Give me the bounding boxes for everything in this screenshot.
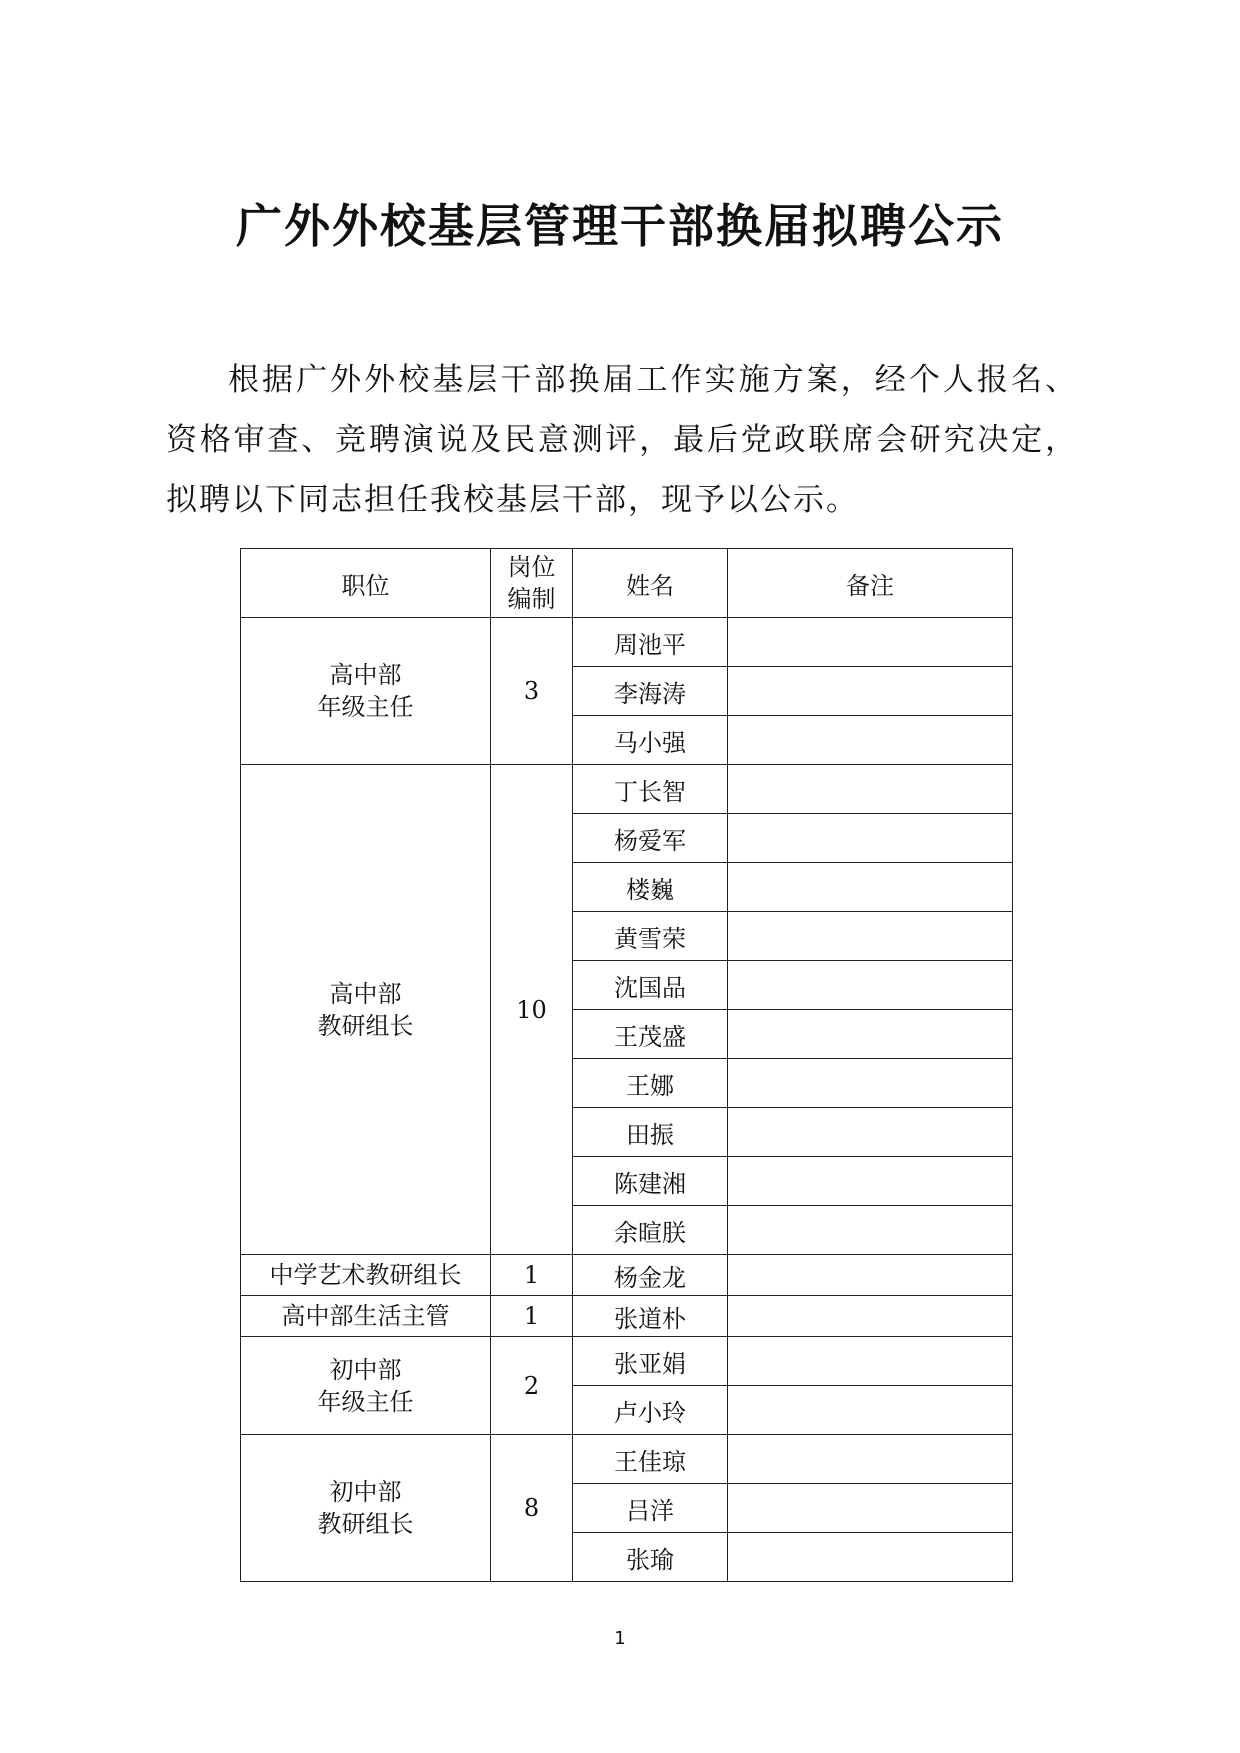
table-header-row: [241, 549, 1013, 618]
note-cell: [728, 1255, 1013, 1296]
header-position: 职位: [241, 549, 491, 618]
note-cell: [728, 1010, 1013, 1059]
name-cell: 卢小玲: [573, 1386, 728, 1435]
position-line1: 高中部生活主管: [281, 1302, 450, 1330]
name-cell: 陈建湘: [573, 1157, 728, 1206]
page-number: 1: [614, 1628, 626, 1649]
header-quota: [491, 549, 573, 618]
note-cell: [728, 765, 1013, 814]
name-cell: 楼巍: [573, 863, 728, 912]
name-cell: 张亚娟: [573, 1337, 728, 1386]
appointment-table: [240, 548, 1013, 1582]
note-cell: [728, 912, 1013, 961]
quota-cell: 1: [491, 1296, 573, 1337]
note-cell: [728, 1484, 1013, 1533]
table-row: [241, 1435, 1013, 1484]
note-cell: [728, 1108, 1013, 1157]
name-cell: 田振: [573, 1108, 728, 1157]
table-row: [241, 1296, 1013, 1337]
position-cell: [241, 1296, 491, 1337]
quota-cell: 8: [491, 1435, 573, 1582]
note-cell: [728, 618, 1013, 667]
position-line1: 初中部: [329, 1478, 402, 1506]
header-name: 姓名: [573, 549, 728, 618]
header-quota-line1: 岗位: [507, 553, 556, 581]
name-cell: 王茂盛: [573, 1010, 728, 1059]
note-cell: [728, 1533, 1013, 1582]
note-cell: [728, 961, 1013, 1010]
position-line1: 中学艺术教研组长: [269, 1261, 462, 1289]
note-cell: [728, 1157, 1013, 1206]
table-body: [241, 618, 1013, 1582]
name-cell: 杨爱军: [573, 814, 728, 863]
intro-paragraph: 根据广外外校基层干部换届工作实施方案，经个人报名、资格审查、竞聘演说及民意测评，最后党政联席会研究决定，拟聘以下同志担任我校基层干部，现予以公示。: [166, 362, 1078, 518]
quota-cell: 1: [491, 1255, 573, 1296]
name-cell: 王娜: [573, 1059, 728, 1108]
note-cell: [728, 1337, 1013, 1386]
position-line2: 年级主任: [317, 1387, 414, 1416]
quota-cell: 10: [491, 765, 573, 1255]
note-cell: [728, 1059, 1013, 1108]
table-row: [241, 1337, 1013, 1386]
position-cell: [241, 1337, 491, 1435]
position-line2: 教研组长: [317, 1510, 414, 1538]
note-cell: [728, 667, 1013, 716]
position-line2: 教研组长: [317, 1011, 414, 1040]
position-line1: 初中部: [329, 1355, 402, 1384]
note-cell: [728, 1206, 1013, 1255]
name-cell: 周池平: [573, 618, 728, 667]
note-cell: [728, 716, 1013, 765]
name-cell: 余暄朕: [573, 1206, 728, 1255]
position-line2: 年级主任: [317, 693, 414, 721]
document-title: 广外外校基层管理干部换届拟聘公示: [236, 199, 1004, 253]
header-note: 备注: [728, 549, 1013, 618]
name-cell: 沈国品: [573, 961, 728, 1010]
header-quota-line2: 编制: [507, 585, 556, 613]
name-cell: 杨金龙: [573, 1255, 728, 1296]
position-cell: [241, 765, 491, 1255]
note-cell: [728, 1435, 1013, 1484]
name-cell: 王佳琼: [573, 1435, 728, 1484]
table-row: [241, 765, 1013, 814]
note-cell: [728, 863, 1013, 912]
position-cell: [241, 1255, 491, 1296]
name-cell: 李海涛: [573, 667, 728, 716]
note-cell: [728, 1296, 1013, 1337]
name-cell: 吕洋: [573, 1484, 728, 1533]
name-cell: 马小强: [573, 716, 728, 765]
position-cell: [241, 1435, 491, 1582]
name-cell: 张道朴: [573, 1296, 728, 1337]
position-line1: 高中部: [329, 979, 402, 1008]
note-cell: [728, 1386, 1013, 1435]
table-row: [241, 1255, 1013, 1296]
quota-cell: 2: [491, 1337, 573, 1435]
name-cell: 丁长智: [573, 765, 728, 814]
name-cell: 张瑜: [573, 1533, 728, 1582]
quota-cell: 3: [491, 618, 573, 765]
note-cell: [728, 814, 1013, 863]
position-line1: 高中部: [329, 661, 402, 689]
name-cell: 黄雪荣: [573, 912, 728, 961]
position-cell: [241, 618, 491, 765]
table-row: [241, 618, 1013, 667]
